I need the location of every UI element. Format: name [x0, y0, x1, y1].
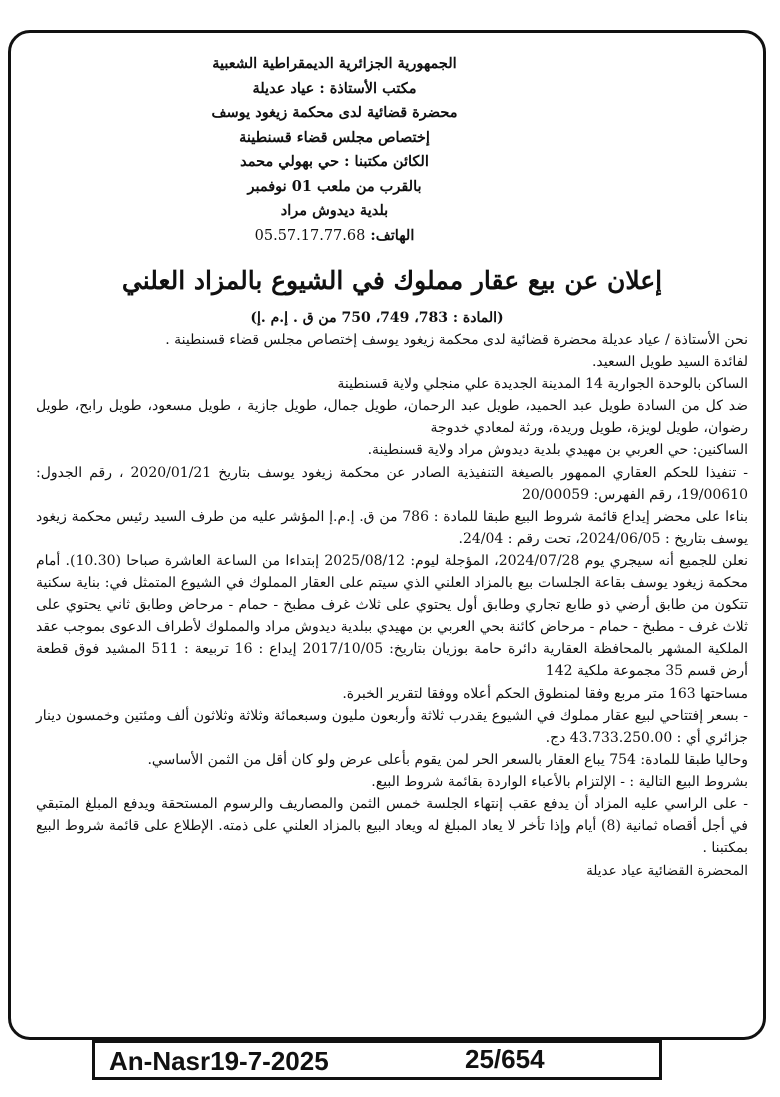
body-paragraph: - على الراسي عليه المزاد أن يدفع عقب إنتهاء الجلسة خمس الثمن والمصاريف والرسوم المستحقة ويدفع المبلغ المتبقي في أجل أقصاه ثمانية (8) أيام وإذا تأخر لا يعاد المبلغ له ويعاد البيع بالمزاد العلني على ذمته. الإطلاع على قائمة شروط البيع بمكتبنا .	[36, 795, 748, 857]
address-landmark: بالقرب من ملعب 01 نوفمبر	[247, 177, 422, 195]
phone-line	[157, 224, 512, 249]
announcement-page	[36, 52, 748, 1042]
phone-label: الهاتف:	[370, 226, 415, 244]
body-paragraph: الساكنين: حي العربي بن مهيدي بلدية ديدوش مراد ولاية قسنطينة.	[367, 442, 748, 459]
body-paragraph: بناءا على محضر إيداع قائمة شروط البيع طبقا للمادة : 786 من ق. إ.م.إ المؤشر عليه من طرف السيد رئيس محكمة زيغود يوسف بتاريخ : 2024/06/05، تحت رقم : 24/04.	[36, 508, 749, 547]
body-paragraph: الساكن بالوحدة الجوارية 14 المدينة الجديدة علي منجلي ولاية قسنطينة	[337, 376, 748, 393]
announcement-number: 25/654	[465, 1044, 545, 1074]
bailiff-title: محضرة قضائية لدى محكمة زيغود يوسف	[211, 104, 458, 121]
office-address: الكائن مكتبنا : حي بهولي محمد	[240, 153, 429, 170]
announcement-title: إعلان عن بيع عقار مملوك في الشيوع بالمزاد العلني	[121, 266, 663, 295]
announcement-body	[36, 329, 748, 859]
publication-info: An-Nasr19-7-2025	[109, 1046, 329, 1076]
office-name: مكتب الأستاذة : عياد عديلة	[252, 79, 417, 97]
body-paragraph: نعلن للجميع أنه سيجري يوم 2024/07/28، المؤجلة ليوم: 2025/08/12 إبتداءا من الساعة العاشرة صباحا (10.30). أمام محكمة زيغود يوسف بقاعة الجلسات بيع بالمزاد العلني الذي سيتم على العقار المملوك في الشيوع المتمثل في: بناية سكنية تتكون من طابق أرضي ذو طابع تجاري وطابق أول يحتوي على ثلاث غرف مطبخ - حمام - مرحاض وطابق ثاني يحتوي على ثلاث غرف - مطبخ - حمام - مرحاض كائنة بحي العربي بن مهيدي ببلدية ديدوش مراد والمملوك لأطراف الدعوى بموجب عقد الملكية المشهر بالمحافظة العقارية دائرة حامة بوزيان بتاريخ: 2017/10/05 إيداع : 16 تربيعة : 511 المشيد فوق قطعة أرض قسم 35 مجموعة ملكية 142	[36, 552, 749, 680]
legal-articles: (المادة : 783، 749، 750 من ق . إ.م .إ)	[250, 310, 504, 326]
body-paragraph: نحن الأستاذة / عياد عديلة محضرة قضائية لدى محكمة زيغود يوسف إختصاص مجلس قضاء قسنطينة .	[165, 332, 748, 348]
body-paragraph: - بسعر إفتتاحي لبيع عقار مملوك في الشيوع يقدرب ثلاثة وأربعون مليون وسبعمائة وثلاثة وثلاثون ألف ومئتين وخمسون دينار جزائري أي : 43.733.250.00 دج.	[36, 707, 748, 746]
office-header	[157, 52, 512, 248]
body-paragraph: وحاليا طبقا للمادة: 754 يباع العقار بالسعر الحر لمن يقوم بأعلى عرض ولو كان أقل من الثمن الأساسي.	[147, 751, 748, 768]
phone-number: 05.57.17.77.68	[254, 227, 366, 244]
body-paragraph: - تنفيذا للحكم العقاري الممهور بالصيغة التنفيذية الصادر عن محكمة زيغود يوسف بتاريخ 2020/01/21 ، رقم الجدول: 19/00610، رقم الفهرس: 20/00059	[36, 464, 748, 503]
municipality: بلدية ديدوش مراد	[280, 202, 389, 219]
publication-footer	[92, 1040, 662, 1080]
body-paragraph: لفائدة السيد طويل السعيد.	[591, 354, 748, 371]
body-paragraph: بشروط البيع التالية : - الإلتزام بالأعباء الواردة بقائمة شروط البيع.	[371, 773, 748, 790]
body-paragraph: ضد كل من السادة طويل عبد الحميد، طويل عبد الرحمان، طويل جمال، طويل جازية ، طويل مسعود، طويل رابح، طويل رضوان، طويل لويزة، طويل وريدة، ورثة لمعادي خدوجة	[36, 398, 748, 437]
jurisdiction: إختصاص مجلس قضاء قسنطينة	[239, 128, 430, 146]
republic-name: الجمهورية الجزائرية الديمقراطية الشعبية	[212, 55, 457, 72]
body-paragraph: مساحتها 163 متر مربع وفقا لمنطوق الحكم أعلاه ووفقا لتقرير الخبرة.	[342, 685, 748, 702]
signature: المحضرة القضائية عياد عديلة	[586, 863, 748, 880]
